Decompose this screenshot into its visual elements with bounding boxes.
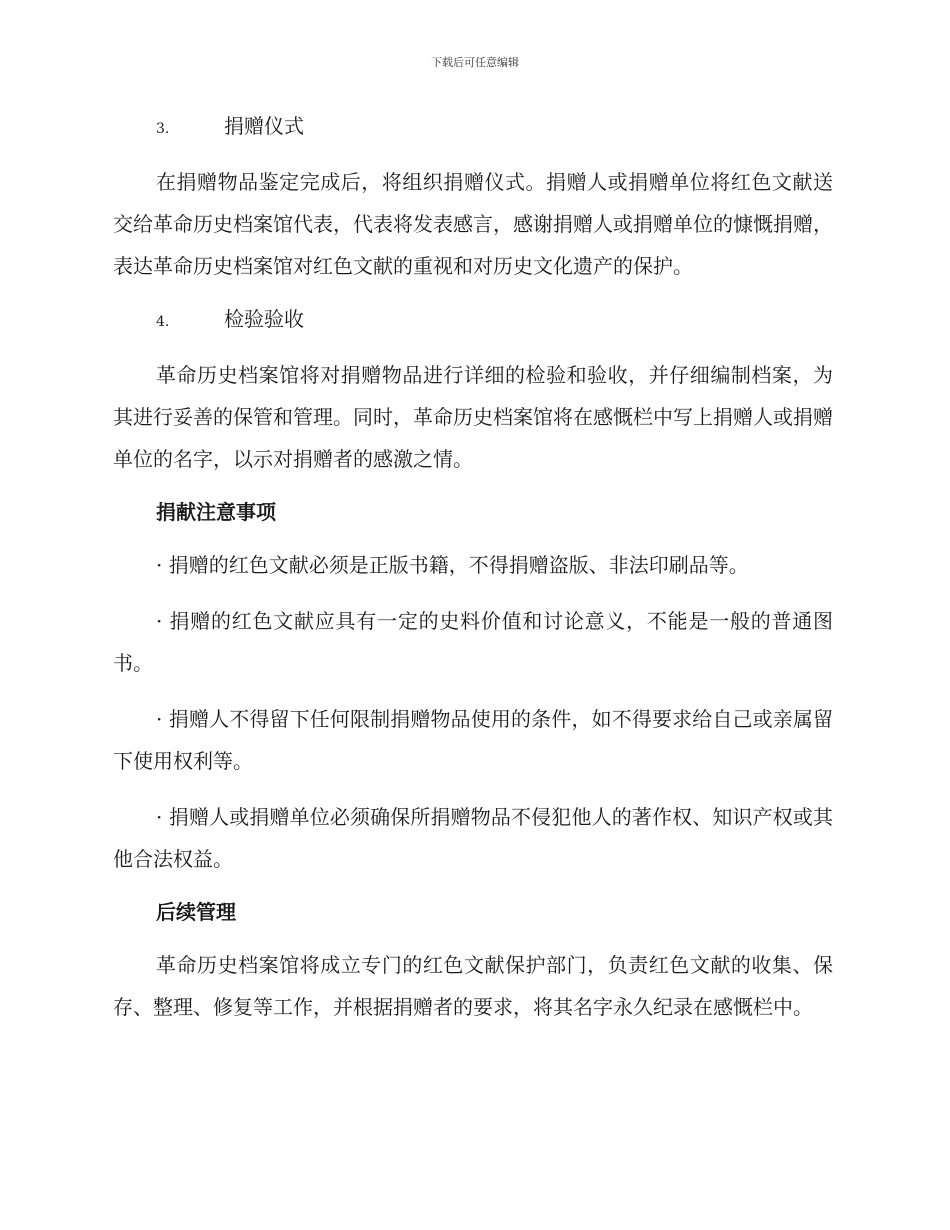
page-header: 下载后可任意编辑 bbox=[431, 56, 519, 69]
section-title: 捐赠仪式 bbox=[224, 114, 304, 138]
notes-item: · 捐赠的红色文献应具有一定的史料价值和讨论意义，不能是一般的普通图书。 bbox=[113, 609, 833, 675]
followup-paragraph: 革命历史档案馆将成立专门的红色文献保护部门，负责红色文献的收集、保存、整理、修复等工作，并根据捐赠者的要求，将其名字永久纪录在感慨栏中。 bbox=[113, 953, 833, 1019]
notes-item: · 捐赠的红色文献必须是正版书籍，不得捐赠盗版、非法印刷品等。 bbox=[156, 553, 749, 577]
section-heading-3 bbox=[113, 108, 833, 147]
section-number: 3. bbox=[156, 121, 170, 137]
section-paragraph: 革命历史档案馆将对捐赠物品进行详细的检验和验收，并仔细编制档案，为其进行妥善的保管和管理。同时，革命历史档案馆将在感慨栏中写上捐赠人或捐赠单位的名字，以示对捐赠者的感激之情。 bbox=[113, 363, 833, 471]
document-body bbox=[113, 108, 833, 1042]
notes-item: · 捐赠人不得留下任何限制捐赠物品使用的条件，如不得要求给自己或亲属留下使用权利等。 bbox=[113, 707, 833, 773]
notes-item: · 捐赠人或捐赠单位必须确保所捐赠物品不侵犯他人的著作权、知识产权或其他合法权益。 bbox=[113, 805, 833, 871]
notes-heading: 捐献注意事项 bbox=[156, 500, 276, 524]
section-heading-4 bbox=[113, 301, 833, 340]
section-number: 4. bbox=[156, 314, 170, 330]
section-paragraph: 在捐赠物品鉴定完成后，将组织捐赠仪式。捐赠人或捐赠单位将红色文献送交给革命历史档案馆代表，代表将发表感言，感谢捐赠人或捐赠单位的慷慨捐赠，表达革命历史档案馆对红色文献的重视和对历史文化遗产的保护。 bbox=[113, 170, 833, 278]
section-title: 检验验收 bbox=[224, 307, 304, 331]
followup-heading: 后续管理 bbox=[156, 900, 236, 924]
